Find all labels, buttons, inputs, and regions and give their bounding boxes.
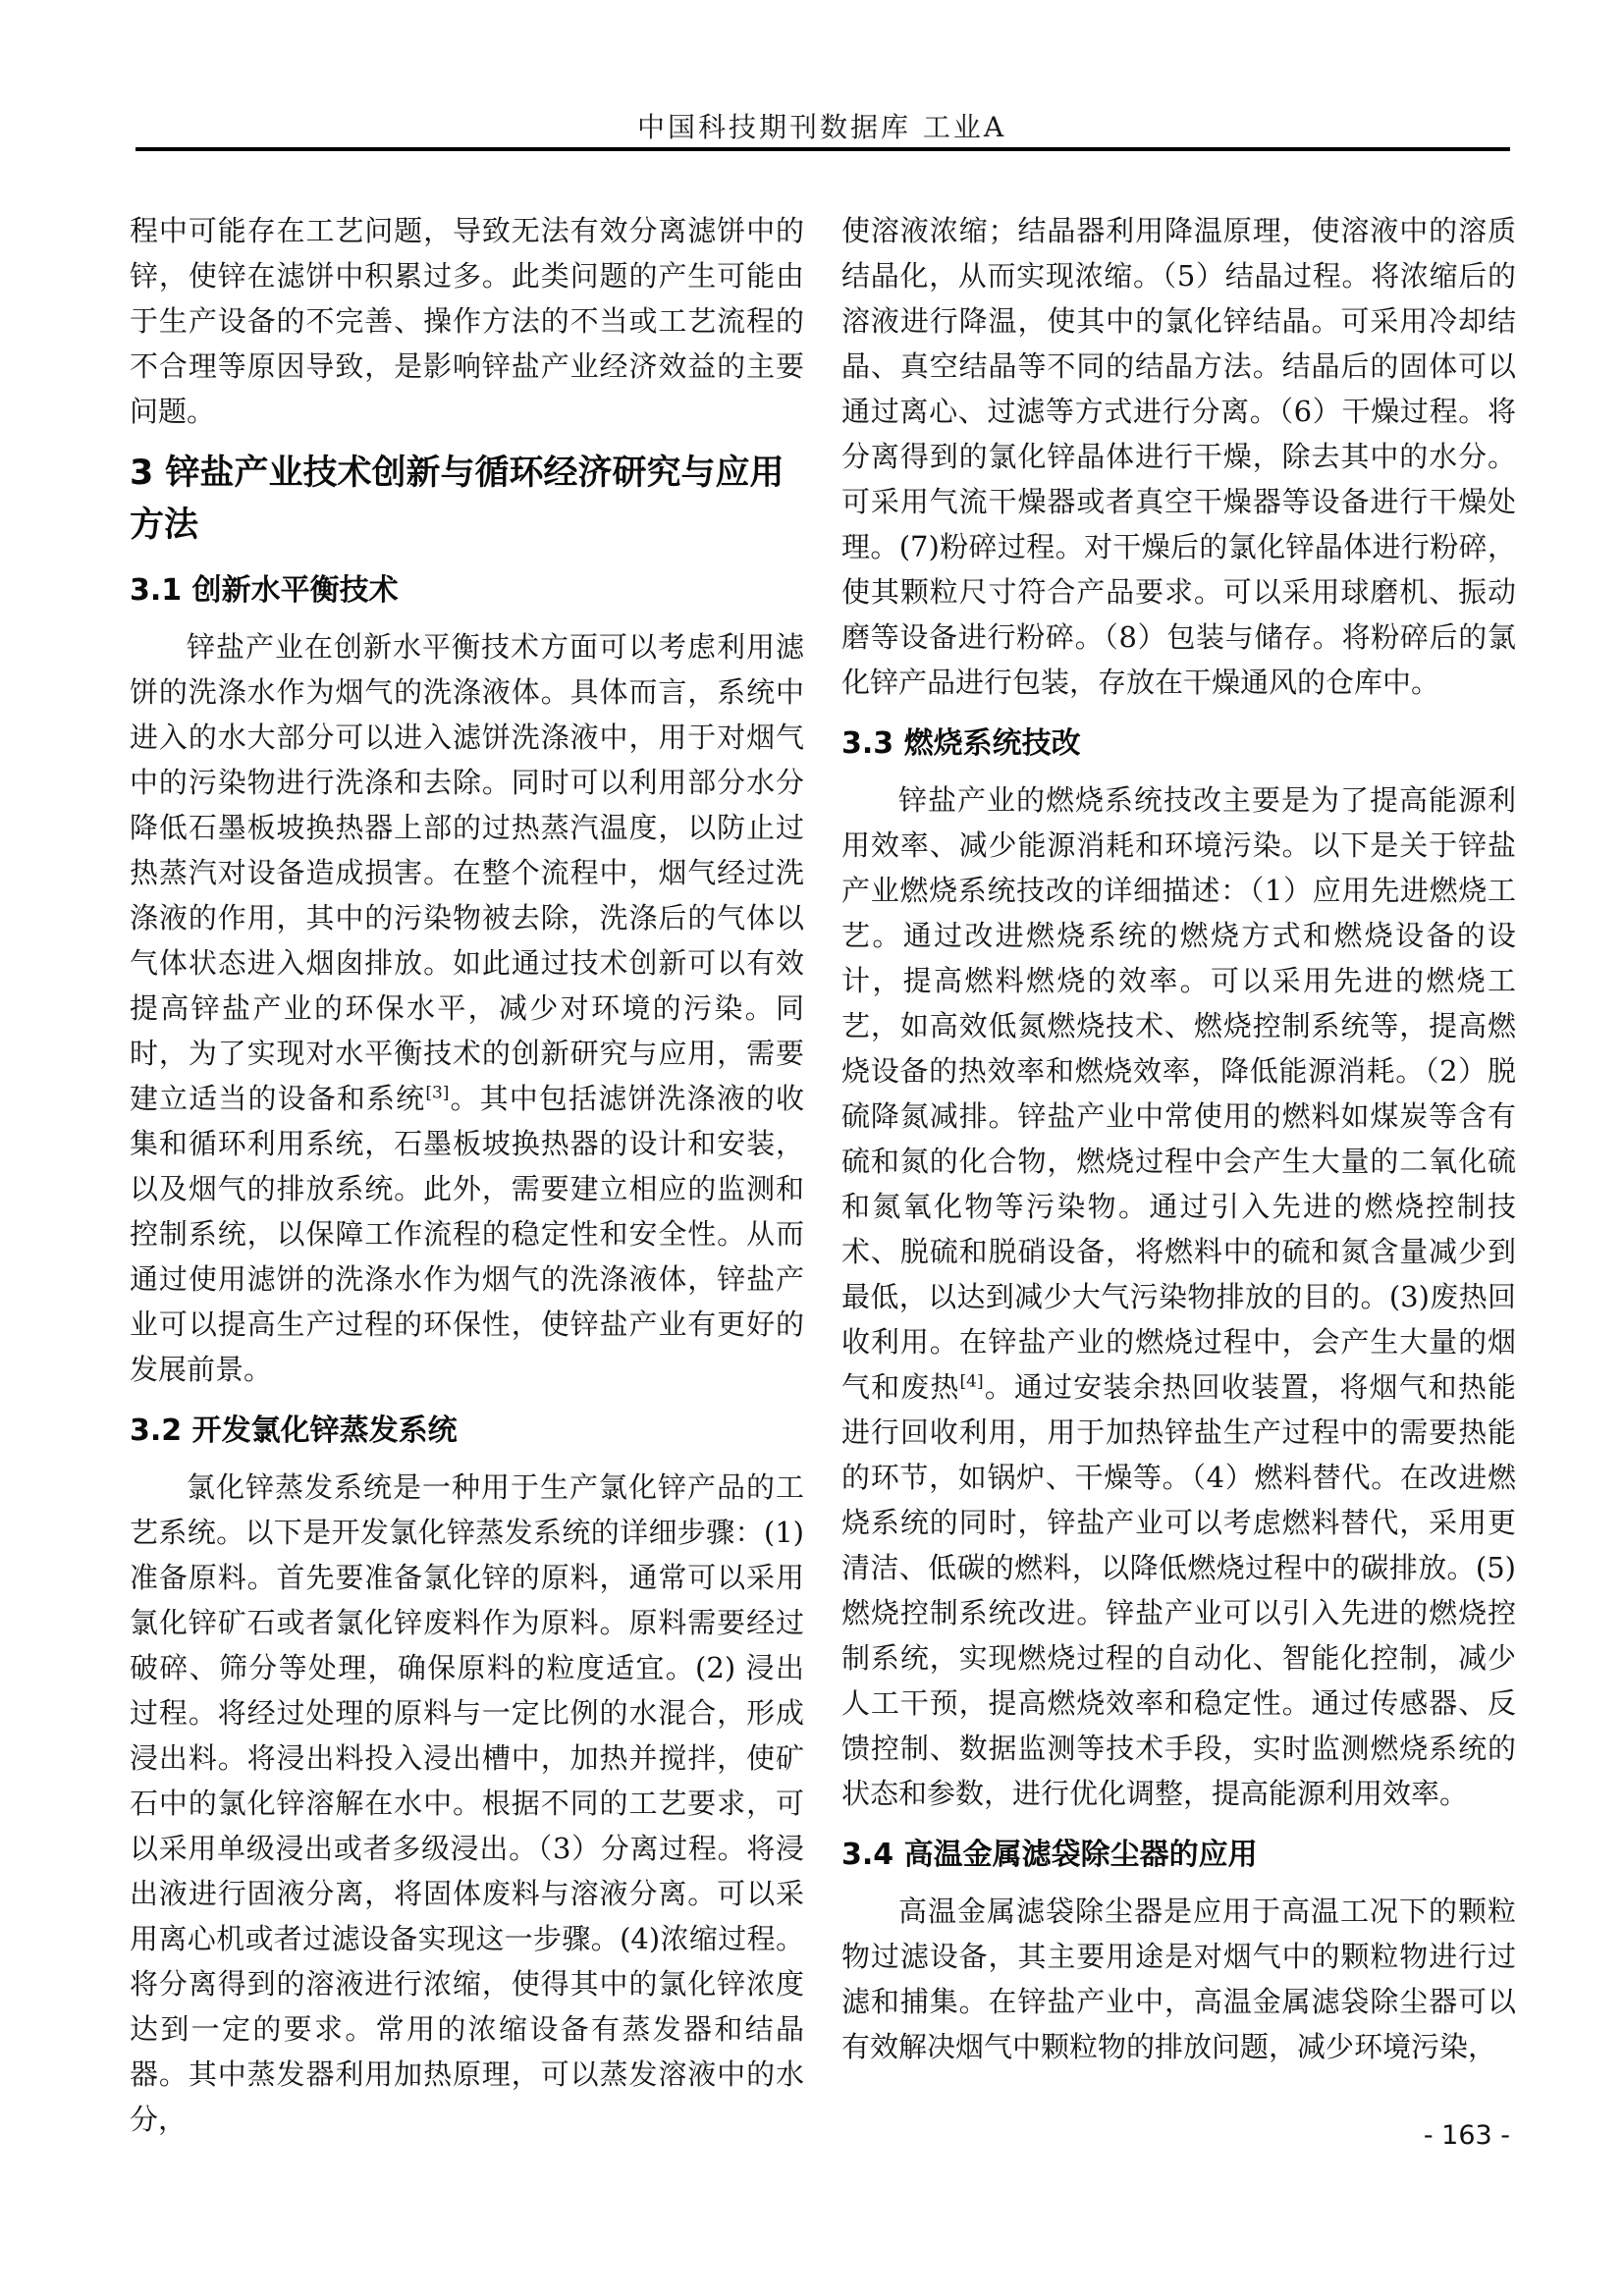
paragraph-3-3-text-after-ref: 。通过安装余热回收装置，将烟气和热能进行回收利用，用于加热锌盐生产过程中的需要热能的环节，如锅炉、干燥等。（4）燃料替代。在改进燃烧系统的同时，锌盐产业可以考虑燃料替代，采用更清洁、低碳的燃料，以降低燃烧过程中的碳排放。(5)燃烧控制系统改进。锌盐产业可以引入先进的燃烧控制系统，实现燃烧过程的自动化、智能化控制，减少人工干预，提高燃烧效率和稳定性。通过传感器、反馈控制、数据监测等技术手段，实时监测燃烧系统的状态和参数，进行优化调整，提高能源利用效率。: [841, 1370, 1516, 1810]
paragraph-3-2-column2: 使溶液浓缩；结晶器利用降温原理，使溶液中的溶质结晶化，从而实现浓缩。（5）结晶过程。将浓缩后的溶液进行降温，使其中的氯化锌结晶。可采用冷却结晶、真空结晶等不同的结晶方法。结晶后的固体可以通过离心、过滤等方式进行分离。（6）干燥过程。将分离得到的氯化锌晶体进行干燥，除去其中的水分。可采用气流干燥器或者真空干燥器等设备进行干燥处理。(7)粉碎过程。对干燥后的氯化锌晶体进行粉碎，使其颗粒尺寸符合产品要求。可以采用球磨机、振动磨等设备进行粉碎。（8）包装与储存。将粉碎后的氯化锌产品进行包装，存放在干燥通风的仓库中。: [841, 214, 1516, 699]
paragraph-3-1-text-after-ref: 。其中包括滤饼洗涤液的收集和循环利用系统，石墨板坡换热器的设计和安装，以及烟气的排放系统。此外，需要建立相应的监测和控制系统，以保障工作流程的稳定性和安全性。从而通过使用滤饼的洗涤水作为烟气的洗涤液体，锌盐产业可以提高生产过程的环保性，使锌盐产业有更好的发展前景。: [130, 1082, 804, 1386]
subsection-3-1-heading: 3.1 创新水平衡技术: [130, 573, 399, 608]
header-rule: [135, 147, 1510, 151]
left-column: [130, 208, 804, 2142]
paragraph-3-1-text-before-ref: 锌盐产业在创新水平衡技术方面可以考虑利用滤饼的洗涤水作为烟气的洗涤液体。具体而言，系统中进入的水大部分可以进入滤饼洗涤液中，用于对烟气中的污染物进行洗涤和去除。同时可以利用部分水分降低石墨板坡换热器上部的过热蒸汽温度，以防止过热蒸汽对设备造成损害。在整个流程中，烟气经过洗涤液的作用，其中的污染物被去除，洗涤后的气体以气体状态进入烟囱排放。如此通过技术创新可以有效提高锌盐产业的环保水平，减少对环境的污染。同时，为了实现对水平衡技术的创新研究与应用，需要建立适当的设备和系统: [130, 630, 804, 1115]
paragraph-3-1: [130, 624, 804, 1392]
paragraph-3-4: 高温金属滤袋除尘器是应用于高温工况下的颗粒物过滤设备，其主要用途是对烟气中的颗粒物进行过滤和捕集。在锌盐产业中，高温金属滤袋除尘器可以有效解决烟气中颗粒物的排放问题，减少环境污染，: [841, 1895, 1516, 2063]
page-number: - 163 -: [1423, 2120, 1510, 2151]
content-area: [130, 208, 1516, 2142]
reference-3-superscript: [3]: [425, 1083, 450, 1103]
journal-header: 中国科技期刊数据库 工业A: [636, 111, 1007, 143]
paragraph-3-3: [841, 777, 1516, 1816]
section-3-heading: 3 锌盐产业技术创新与循环经济研究与应用方法: [130, 454, 785, 545]
subsection-3-4-heading: 3.4 高温金属滤袋除尘器的应用: [841, 1838, 1258, 1872]
paragraph-continuation: 程中可能存在工艺问题，导致无法有效分离滤饼中的锌，使锌在滤饼中积累过多。此类问题的产生可能由于生产设备的不完善、操作方法的不当或工艺流程的不合理等原因导致，是影响锌盐产业经济效益的主要问题。: [130, 214, 804, 428]
reference-4-superscript: [4]: [959, 1371, 984, 1392]
paragraph-3-2-column1: 氯化锌蒸发系统是一种用于生产氯化锌产品的工艺系统。以下是开发氯化锌蒸发系统的详细步骤：(1)准备原料。首先要准备氯化锌的原料，通常可以采用氯化锌矿石或者氯化锌废料作为原料。原料需要经过破碎、筛分等处理，确保原料的粒度适宜。(2) 浸出过程。将经过处理的原料与一定比例的水混合，形成浸出料。将浸出料投入浸出槽中，加热并搅拌，使矿石中的氯化锌溶解在水中。根据不同的工艺要求，可以采用单级浸出或者多级浸出。（3）分离过程。将浸出液进行固液分离，将固体废料与溶液分离。可以采用离心机或者过滤设备实现这一步骤。(4)浓缩过程。将分离得到的溶液进行浓缩，使得其中的氯化锌浓度达到一定的要求。常用的浓缩设备有蒸发器和结晶器。其中蒸发器利用加热原理，可以蒸发溶液中的水分，: [130, 1470, 804, 2136]
subsection-3-2-heading: 3.2 开发氯化锌蒸发系统: [130, 1414, 458, 1448]
subsection-3-3-heading: 3.3 燃烧系统技改: [841, 726, 1081, 761]
paragraph-3-3-text-before-ref: 锌盐产业的燃烧系统技改主要是为了提高能源利用效率、减少能源消耗和环境污染。以下是关于锌盐产业燃烧系统技改的详细描述：（1）应用先进燃烧工艺。通过改进燃烧系统的燃烧方式和燃烧设备的设计，提高燃料燃烧的效率。可以采用先进的燃烧工艺，如高效低氮燃烧技术、燃烧控制系统等，提高燃烧设备的热效率和燃烧效率，降低能源消耗。（2）脱硫降氮减排。锌盐产业中常使用的燃料如煤炭等含有硫和氮的化合物，燃烧过程中会产生大量的二氧化硫和氮氧化物等污染物。通过引入先进的燃烧控制技术、脱硫和脱硝设备，将燃料中的硫和氮含量减少到最低，以达到减少大气污染物排放的目的。(3)废热回收利用。在锌盐产业的燃烧过程中，会产生大量的烟气和废热: [841, 783, 1516, 1404]
right-column: [841, 208, 1516, 2142]
